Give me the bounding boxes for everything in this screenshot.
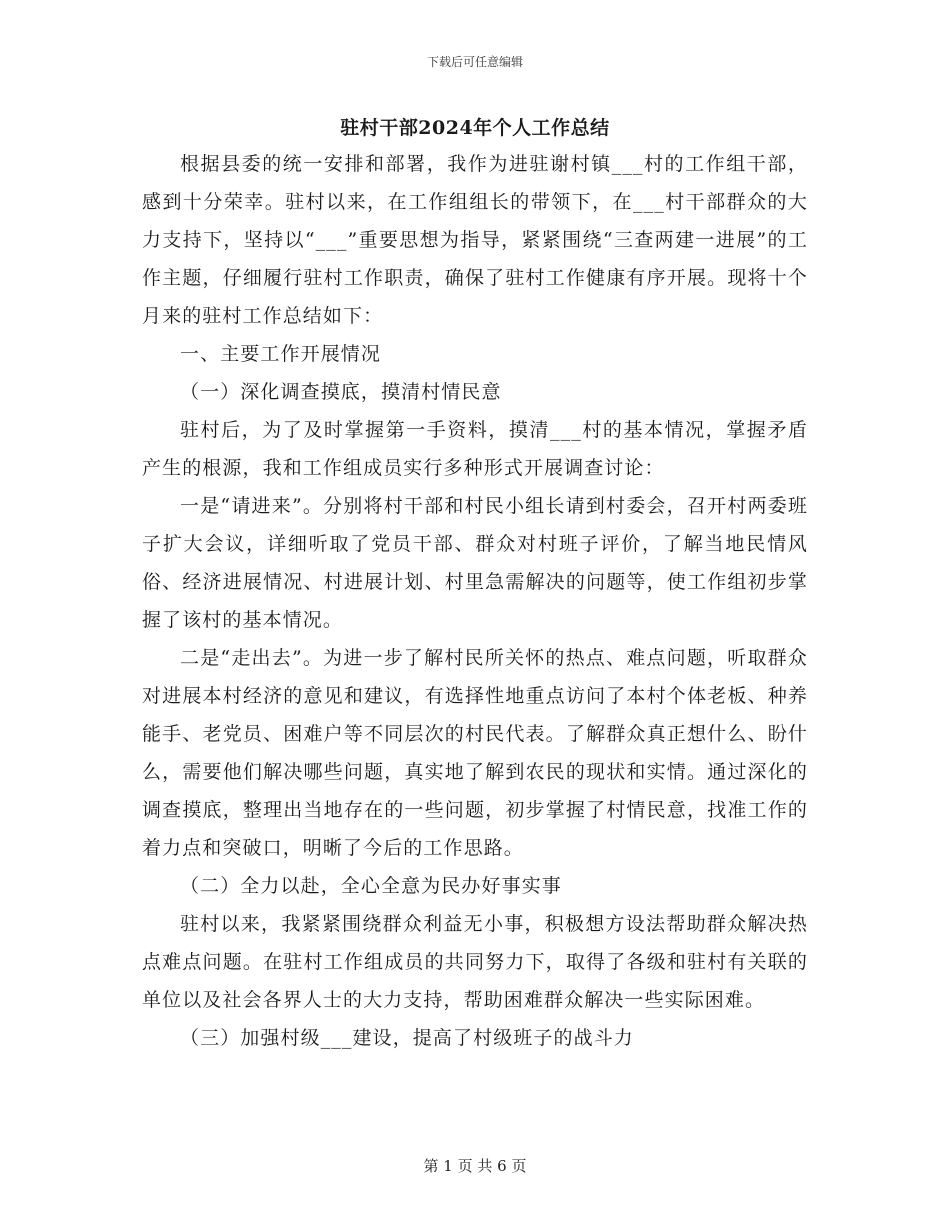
- paragraph: 驻村以来，我紧紧围绕群众利益无小事，积极想方设法帮助群众解决热点难点问题。在驻村工作组成员的共同努力下，取得了各级和驻村有关联的单位以及社会各界人士的大力支持，帮助困难群众解决一些实际困难。: [142, 913, 808, 1011]
- subsection-heading-1: （一）深化调查摸底，摸清村情民意: [180, 381, 502, 403]
- paragraph-intro: 根据县委的统一安排和部署，我作为进驻谢村镇___村的工作组干部，感到十分荣幸。驻村以来，在工作组组长的带领下，在___村干部群众的大力支持下，坚持以“___”重要思想为指导，紧紧围绕“三查两建一进展”的工作主题，仔细履行驻村工作职责，确保了驻村工作健康有序开展。现将十个月来的驻村工作总结如下：: [142, 153, 808, 327]
- section-heading-1: 一、主要工作开展情况: [180, 343, 382, 365]
- paragraph: 一是“请进来”。分别将村干部和村民小组长请到村委会，召开村两委班子扩大会议，详细听取了党员干部、群众对村班子评价，了解当地民情风俗、经济进展情况、村进展计划、村里急需解决的问题等，使工作组初步掌握了该村的基本情况。: [142, 495, 808, 631]
- subsection-heading-3: （三）加强村级___建设，提高了村级班子的战斗力: [180, 1027, 634, 1049]
- document-title: 驻村干部2024年个人工作总结: [340, 117, 610, 139]
- paragraph: 二是“走出去”。为进一步了解村民所关怀的热点、难点问题，听取群众对进展本村经济的意见和建议，有选择性地重点访问了本村个体老板、种养能手、老党员、困难户等不同层次的村民代表。了解群众真正想什么、盼什么，需要他们解决哪些问题，真实地了解到农民的现状和实情。通过深化的调查摸底，整理出当地存在的一些问题，初步掌握了村情民意，找准工作的着力点和突破口，明晰了今后的工作思路。: [142, 647, 808, 859]
- document-body: [142, 145, 808, 1057]
- subsection-heading-2: （二）全力以赴，全心全意为民办好事实事: [180, 875, 562, 897]
- header-note: 下载后可任意编辑: [426, 55, 523, 69]
- page-footer: 第 1 页 共 6 页: [423, 1157, 527, 1175]
- paragraph: 驻村后，为了及时掌握第一手资料，摸清___村的基本情况，掌握矛盾产生的根源，我和工作组成员实行多种形式开展调查讨论：: [142, 419, 808, 479]
